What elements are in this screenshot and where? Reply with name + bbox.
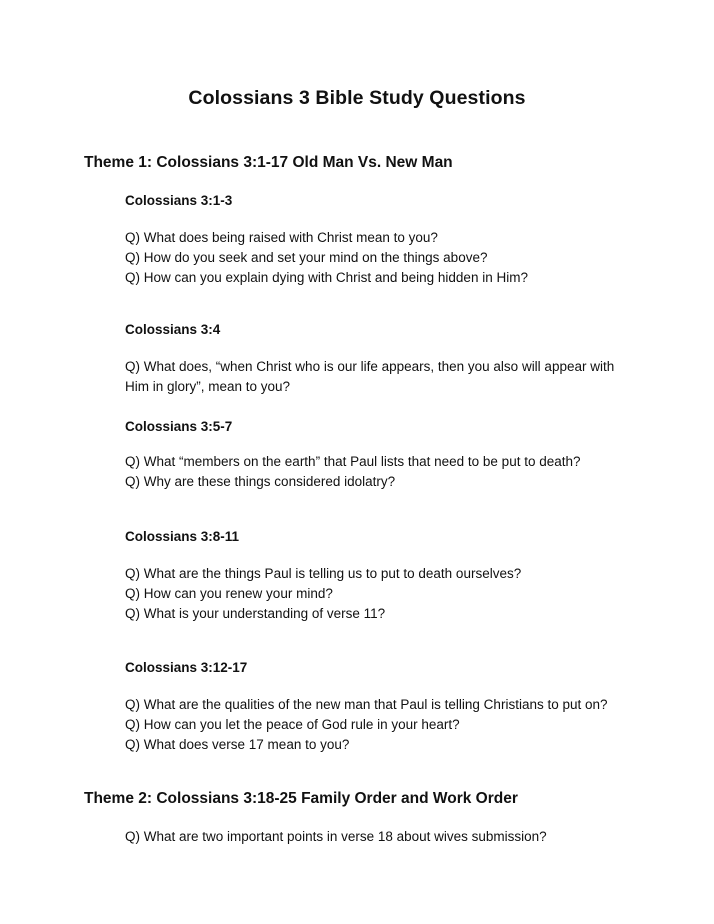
- question-line: Q) What is your understanding of verse 11?: [125, 606, 386, 621]
- question-line: Q) How can you let the peace of God rule in your heart?: [125, 717, 460, 732]
- passage-heading-3-12-17: Colossians 3:12-17: [125, 660, 248, 675]
- passage-heading-3-5-7: Colossians 3:5-7: [125, 419, 233, 434]
- document-title: Colossians 3 Bible Study Questions: [188, 87, 526, 109]
- question-line: Q) What are two important points in verse 18 about wives submission?: [125, 829, 547, 844]
- question-line: Q) What does, “when Christ who is our life appears, then you also will appear with Him in glory”, mean to you?: [125, 359, 615, 394]
- theme-1-heading: Theme 1: Colossians 3:1-17 Old Man Vs. New Man: [84, 154, 453, 171]
- question-line: Q) What are the qualities of the new man that Paul is telling Christians to put on?: [125, 697, 608, 712]
- question-line: Q) How can you explain dying with Christ and being hidden in Him?: [125, 270, 528, 285]
- theme-2-passages: [0, 827, 630, 847]
- question-line: Q) Why are these things considered idolatry?: [125, 474, 396, 489]
- question-line: Q) What are the things Paul is telling us to put to death ourselves?: [125, 566, 522, 581]
- question-line: Q) What “members on the earth” that Paul lists that need to be put to death?: [125, 454, 581, 469]
- passage-heading-3-8-11: Colossians 3:8-11: [125, 529, 240, 544]
- question-line: Q) How do you seek and set your mind on the things above?: [125, 250, 488, 265]
- question-line: Q) What does verse 17 mean to you?: [125, 737, 350, 752]
- passage-heading-3-4: Colossians 3:4: [125, 322, 221, 337]
- question-line: Q) What does being raised with Christ mean to you?: [125, 230, 438, 245]
- passage-heading-3-1-3: Colossians 3:1-3: [125, 193, 233, 208]
- question-line: Q) How can you renew your mind?: [125, 586, 333, 601]
- theme-1-passages: [0, 191, 630, 755]
- theme-2-heading: Theme 2: Colossians 3:18-25 Family Order and Work Order: [84, 790, 518, 807]
